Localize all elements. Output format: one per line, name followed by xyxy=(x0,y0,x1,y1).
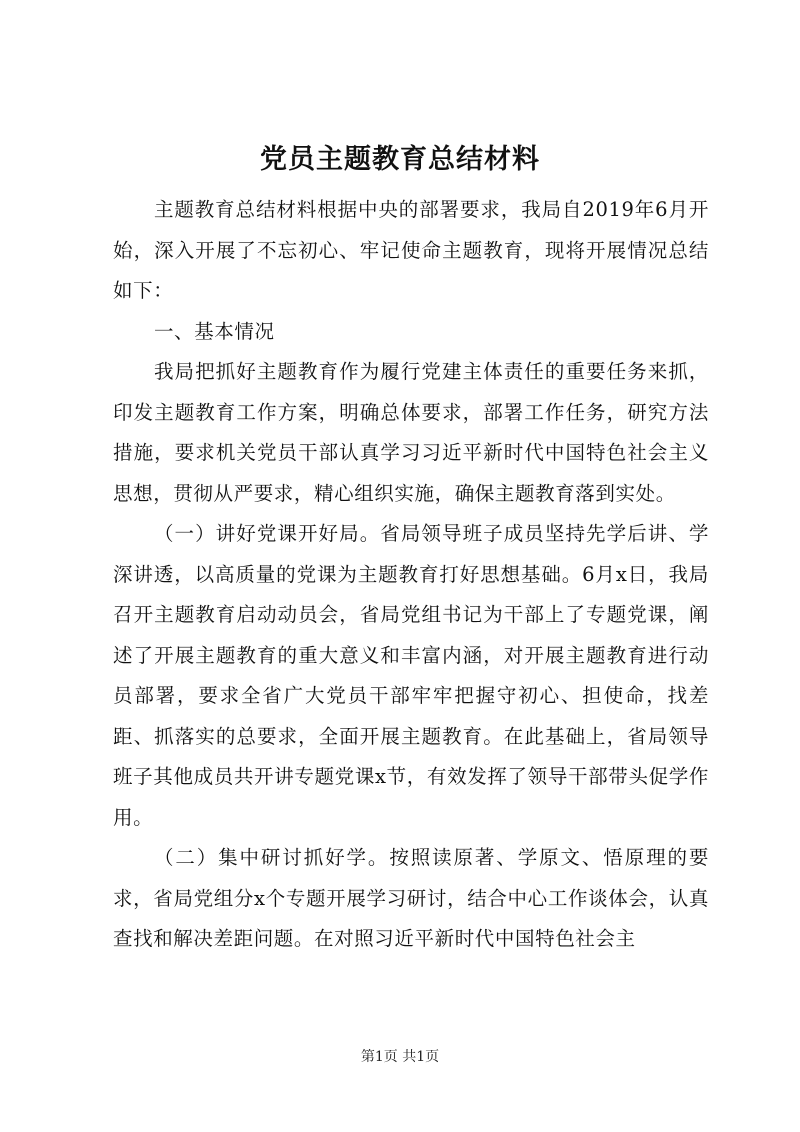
page-footer: 第1页 共1页 xyxy=(360,1049,440,1065)
document-body xyxy=(113,190,709,960)
basic-situation-paragraph: 我局把抓好主题教育作为履行党建主体责任的重要任务来抓，印发主题教育工作方案，明确总体要求，部署工作任务，研究方法措施，要求机关党员干部认真学习习近平新时代中国特色社会主义思想，贯彻从严要求，精心组织实施，确保主题教育落到实处。 xyxy=(113,360,709,505)
party-lecture-paragraph: （一）讲好党课开好局。省局领导班子成员坚持先学后讲、学深讲透，以高质量的党课为主题教育打好思想基础。6月x日，我局召开主题教育启动动员会，省局党组书记为干部上了专题党课，阐述了开展主题教育的重大意义和丰富内涵，对开展主题教育进行动员部署，要求全省广大党员干部牢牢把握守初心、担使命，找差距、抓落实的总要求，全面开展主题教育。在此基础上，省局领导班子其他成员共开讲专题党课x节，有效发挥了领导干部带头促学作用。 xyxy=(113,522,709,829)
section-heading-basic-situation: 一、基本情况 xyxy=(153,319,275,343)
group-discussion-paragraph: （二）集中研讨抓好学。按照读原著、学原文、悟原理的要求，省局党组分x个专题开展学习研讨，结合中心工作谈体会，认真查找和解决差距问题。在对照习近平新时代中国特色社会主 xyxy=(113,846,709,950)
document-title: 党员主题教育总结材料 xyxy=(260,144,540,175)
intro-paragraph: 主题教育总结材料根据中央的部署要求，我局自2019年6月开始，深入开展了不忘初心、牢记使命主题教育，现将开展情况总结如下： xyxy=(113,198,709,302)
